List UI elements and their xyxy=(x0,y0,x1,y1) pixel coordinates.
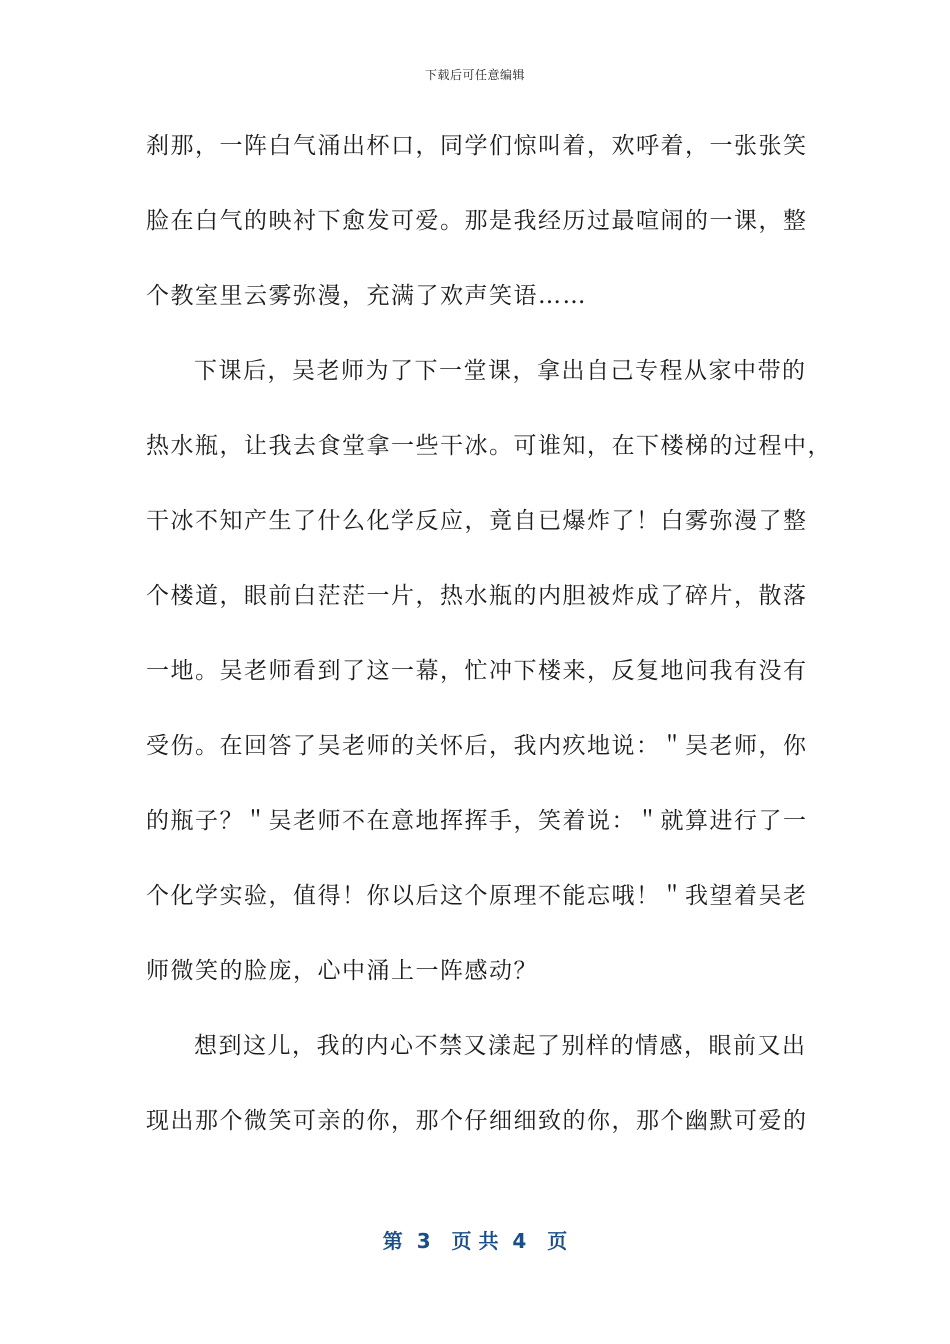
text-line: 个楼道，眼前白茫茫一片，热水瓶的内胆被炸成了碎片，散落 xyxy=(146,583,808,609)
document-body xyxy=(146,125,832,1175)
paragraph-first-line: 想到这儿，我的内心不禁又漾起了别样的情感，眼前又出 xyxy=(194,1033,807,1059)
page-header: 下载后可任意编辑 xyxy=(424,68,525,82)
text-line: 个教室里云雾弥漫，充满了欢声笑语…… xyxy=(146,283,587,309)
text-line: 的瓶子？＂吴老师不在意地挥挥手，笑着说：＂就算进行了一 xyxy=(146,808,808,834)
text-line: 个化学实验，值得！你以后这个原理不能忘哦！＂我望着吴老 xyxy=(146,883,808,909)
text-line: 刹那，一阵白气涌出杯口，同学们惊叫着，欢呼着，一张张笑 xyxy=(146,133,808,159)
text-line: 一地。吴老师看到了这一幕，忙冲下楼来，反复地问我有没有 xyxy=(146,658,808,684)
paragraph-first-line: 下课后，吴老师为了下一堂课，拿出自己专程从家中带的 xyxy=(194,358,807,384)
text-line: 脸在白气的映衬下愈发可爱。那是我经历过最喧闹的一课，整 xyxy=(146,208,808,234)
text-line: 受伤。在回答了吴老师的关怀后，我内疚地说：＂吴老师，你 xyxy=(146,733,808,759)
page-number-footer: 第 3 页 共 4 页 xyxy=(382,1229,568,1253)
text-line: 现出那个微笑可亲的你，那个仔细细致的你，那个幽默可爱的 xyxy=(146,1108,808,1134)
text-line: 师微笑的脸庞，心中涌上一阵感动？ xyxy=(146,958,538,984)
text-line: 干冰不知产生了什么化学反应，竟自已爆炸了！白雾弥漫了整 xyxy=(146,508,808,534)
text-line: 热水瓶，让我去食堂拿一些干冰。可谁知，在下楼梯的过程中， xyxy=(146,433,832,459)
